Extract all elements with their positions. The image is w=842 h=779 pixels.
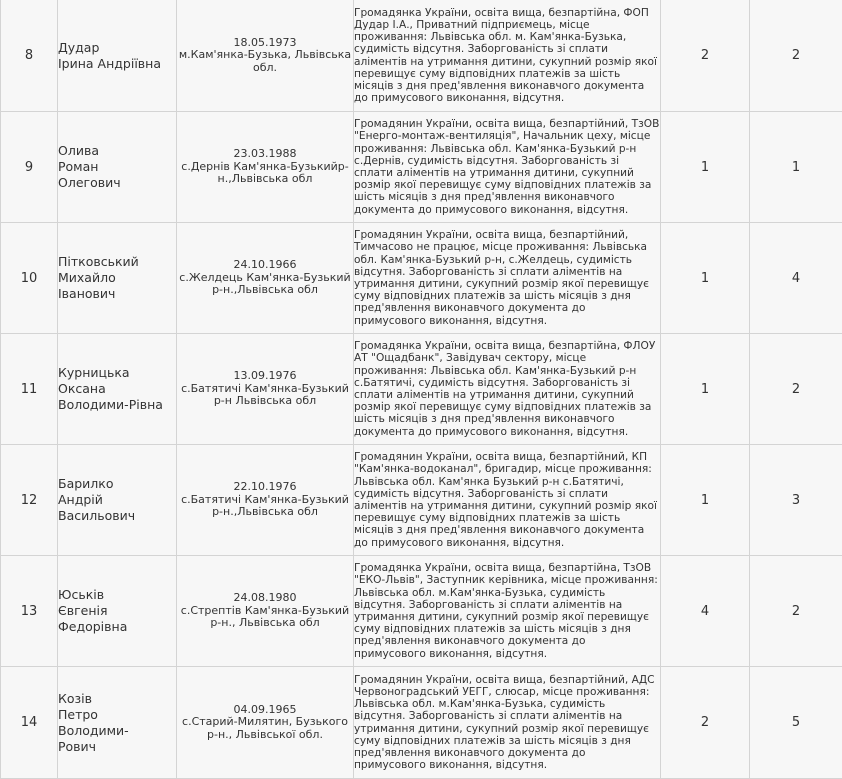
name-line: Олегович — [58, 175, 176, 191]
birth-info — [177, 112, 354, 223]
name-line: Барилко — [58, 476, 176, 492]
birth-info — [177, 223, 354, 334]
name-line: Ірина Андріївна — [58, 56, 176, 72]
candidate-name — [58, 556, 177, 667]
name-line: Васильович — [58, 508, 176, 524]
birth-place: р-н., Львівської обл. — [177, 729, 353, 742]
value-col-2: 2 — [750, 334, 842, 445]
candidate-info: Громадянин України, освіта вища, безпартійний, Тимчасово не працює, місце проживання: Львівська обл. Кам'янка-Бузький р-н, с.Желдець, судимість відсутня. Заборгованість зі сплати аліментів на утримання дитини, сукупний розмір якої перевищує суму відповідних платежів за шість місяців з дня пред'явлення виконавчого документа до примусового виконання, відсутня. — [354, 223, 661, 334]
birth-place: р-н.,Львівська обл — [177, 284, 353, 297]
birth-info — [177, 0, 354, 112]
row-number: 8 — [1, 0, 58, 112]
candidate-name — [58, 223, 177, 334]
birth-info — [177, 667, 354, 779]
birth-place: р-н.,Львівська обл — [177, 506, 353, 519]
name-line: Дудар — [58, 40, 176, 56]
candidate-name — [58, 112, 177, 223]
value-col-1: 1 — [661, 334, 750, 445]
candidate-name — [58, 334, 177, 445]
birth-date: 04.09.1965 — [177, 704, 353, 717]
birth-date: 18.05.1973 — [177, 37, 353, 50]
candidate-info: Громадянка України, освіта вища, безпартійна, ФЛОУ АТ "Ощадбанк", Завідувач сектору, місце проживання: Львівська обл. Кам'янка-Бузький р-н с.Батятичі, судимість відсутня. Заборгованість зі сплати аліментів на утримання дитини, сукупний розмір якої перевищує суму відповідних платежів за шість місяців з дня пред'явлення виконавчого документа до примусового виконання, відсутня. — [354, 334, 661, 445]
birth-place: обл. — [177, 62, 353, 75]
birth-date: 23.03.1988 — [177, 148, 353, 161]
value-col-1: 2 — [661, 667, 750, 779]
candidates-table-body — [1, 0, 842, 779]
value-col-1: 4 — [661, 556, 750, 667]
name-line: Пітковський — [58, 254, 176, 270]
candidate-info: Громадянин України, освіта вища, безпартійний, КП "Кам'янка-водоканал", бригадир, місце проживання: Львівська обл. Кам'янка Бузький р-н с.Батятичі, судимість відсутня. Заборгованість зі сплати аліментів на утримання дитини, сукупний розмір якої перевищує суму відповідних платежів за шість місяців з дня пред'явлення виконавчого документа до примусового виконання, відсутня. — [354, 445, 661, 556]
birth-date: 24.08.1980 — [177, 592, 353, 605]
value-col-2: 3 — [750, 445, 842, 556]
birth-place: с.Старий-Милятин, Бузького — [177, 716, 353, 729]
row-number: 9 — [1, 112, 58, 223]
birth-place: н.,Львівська обл — [177, 173, 353, 186]
table-row — [1, 112, 842, 223]
row-number: 12 — [1, 445, 58, 556]
birth-place: р-н Львівська обл — [177, 395, 353, 408]
birth-place: с.Желдець Кам'янка-Бузький — [177, 272, 353, 285]
value-col-2: 1 — [750, 112, 842, 223]
row-number: 14 — [1, 667, 58, 779]
name-line: Андрій — [58, 492, 176, 508]
birth-place: р-н., Львівська обл — [177, 617, 353, 630]
table-row — [1, 556, 842, 667]
candidate-info: Громадянин України, освіта вища, безпартійний, ТзОВ "Енерго-монтаж-вентиляція", Начальник цеху, місце проживання: Львівська обл. Кам'янка-Бузький р-н с.Дернів, судимість відсутня. Заборгованість зі сплати аліментів на утримання дитини, сукупний розмір якої перевищує суму відповідних платежів за шість місяців з дня пред'явлення виконавчого документа до примусового виконання, відсутня. — [354, 112, 661, 223]
value-col-1: 2 — [661, 0, 750, 112]
candidate-name — [58, 0, 177, 112]
name-line: Юськів — [58, 587, 176, 603]
birth-info — [177, 334, 354, 445]
name-line: Петро — [58, 707, 176, 723]
table-row — [1, 0, 842, 112]
candidate-info: Громадянин України, освіта вища, безпартійний, АДС Червоноградський УЕГГ, слюсар, місце проживання: Львівська обл. м.Кам'янка-Бузька, судимість відсутня. Заборгованість зі сплати аліментів на утримання дитини, сукупний розмір якої перевищує суму відповідних платежів за шість місяців з дня пред'явлення виконавчого документа до примусового виконання, відсутня. — [354, 667, 661, 779]
candidate-name — [58, 445, 177, 556]
row-number: 10 — [1, 223, 58, 334]
birth-place: с.Дернів Кам'янка-Бузькийр- — [177, 161, 353, 174]
value-col-2: 4 — [750, 223, 842, 334]
birth-date: 13.09.1976 — [177, 370, 353, 383]
value-col-2: 2 — [750, 0, 842, 112]
value-col-1: 1 — [661, 445, 750, 556]
value-col-2: 5 — [750, 667, 842, 779]
name-line: Іванович — [58, 286, 176, 302]
name-line: Оксана — [58, 381, 176, 397]
name-line: Володими- — [58, 723, 176, 739]
value-col-1: 1 — [661, 223, 750, 334]
name-line: Євгенія — [58, 603, 176, 619]
table-row — [1, 445, 842, 556]
name-line: Козів — [58, 691, 176, 707]
birth-place: с.Стрептів Кам'янка-Бузький — [177, 605, 353, 618]
birth-place: с.Батятичі Кам'янка-Бузький — [177, 383, 353, 396]
candidate-info: Громадянка України, освіта вища, безпартійна, ТзОВ "ЕКО-Львів", Заступник керівника, місце проживання: Львівська обл. м.Кам'янка-Бузька, судимість відсутня. Заборгованість зі сплати аліментів на утримання дитини, сукупний розмір якої перевищує суму відповідних платежів за шість місяців з дня пред'явлення виконавчого документа до примусового виконання, відсутня. — [354, 556, 661, 667]
row-number: 13 — [1, 556, 58, 667]
name-line: Рович — [58, 739, 176, 755]
value-col-2: 2 — [750, 556, 842, 667]
birth-place: с.Батятичі Кам'янка-Бузький — [177, 494, 353, 507]
name-line: Федорівна — [58, 619, 176, 635]
birth-date: 22.10.1976 — [177, 481, 353, 494]
name-line: Володими-Рівна — [58, 397, 176, 413]
birth-date: 24.10.1966 — [177, 259, 353, 272]
candidate-name — [58, 667, 177, 779]
table-row — [1, 334, 842, 445]
row-number: 11 — [1, 334, 58, 445]
table-row — [1, 223, 842, 334]
birth-info — [177, 445, 354, 556]
birth-info — [177, 556, 354, 667]
table-row — [1, 667, 842, 779]
candidate-info: Громадянка України, освіта вища, безпартійна, ФОП Дудар І.А., Приватний підприємець, місце проживання: Львівська обл. м. Кам'янка-Бузька, судимість відсутня. Заборгованість зі сплати аліментів на утримання дитини, сукупний розмір якої перевищує суму відповідних платежів за шість місяців з дня пред'явлення виконавчого документа до примусового виконання, відсутня. — [354, 0, 661, 112]
birth-place: м.Кам'янка-Бузька, Львівська — [177, 49, 353, 62]
name-line: Олива — [58, 143, 176, 159]
value-col-1: 1 — [661, 112, 750, 223]
name-line: Курницька — [58, 365, 176, 381]
name-line: Роман — [58, 159, 176, 175]
name-line: Михайло — [58, 270, 176, 286]
